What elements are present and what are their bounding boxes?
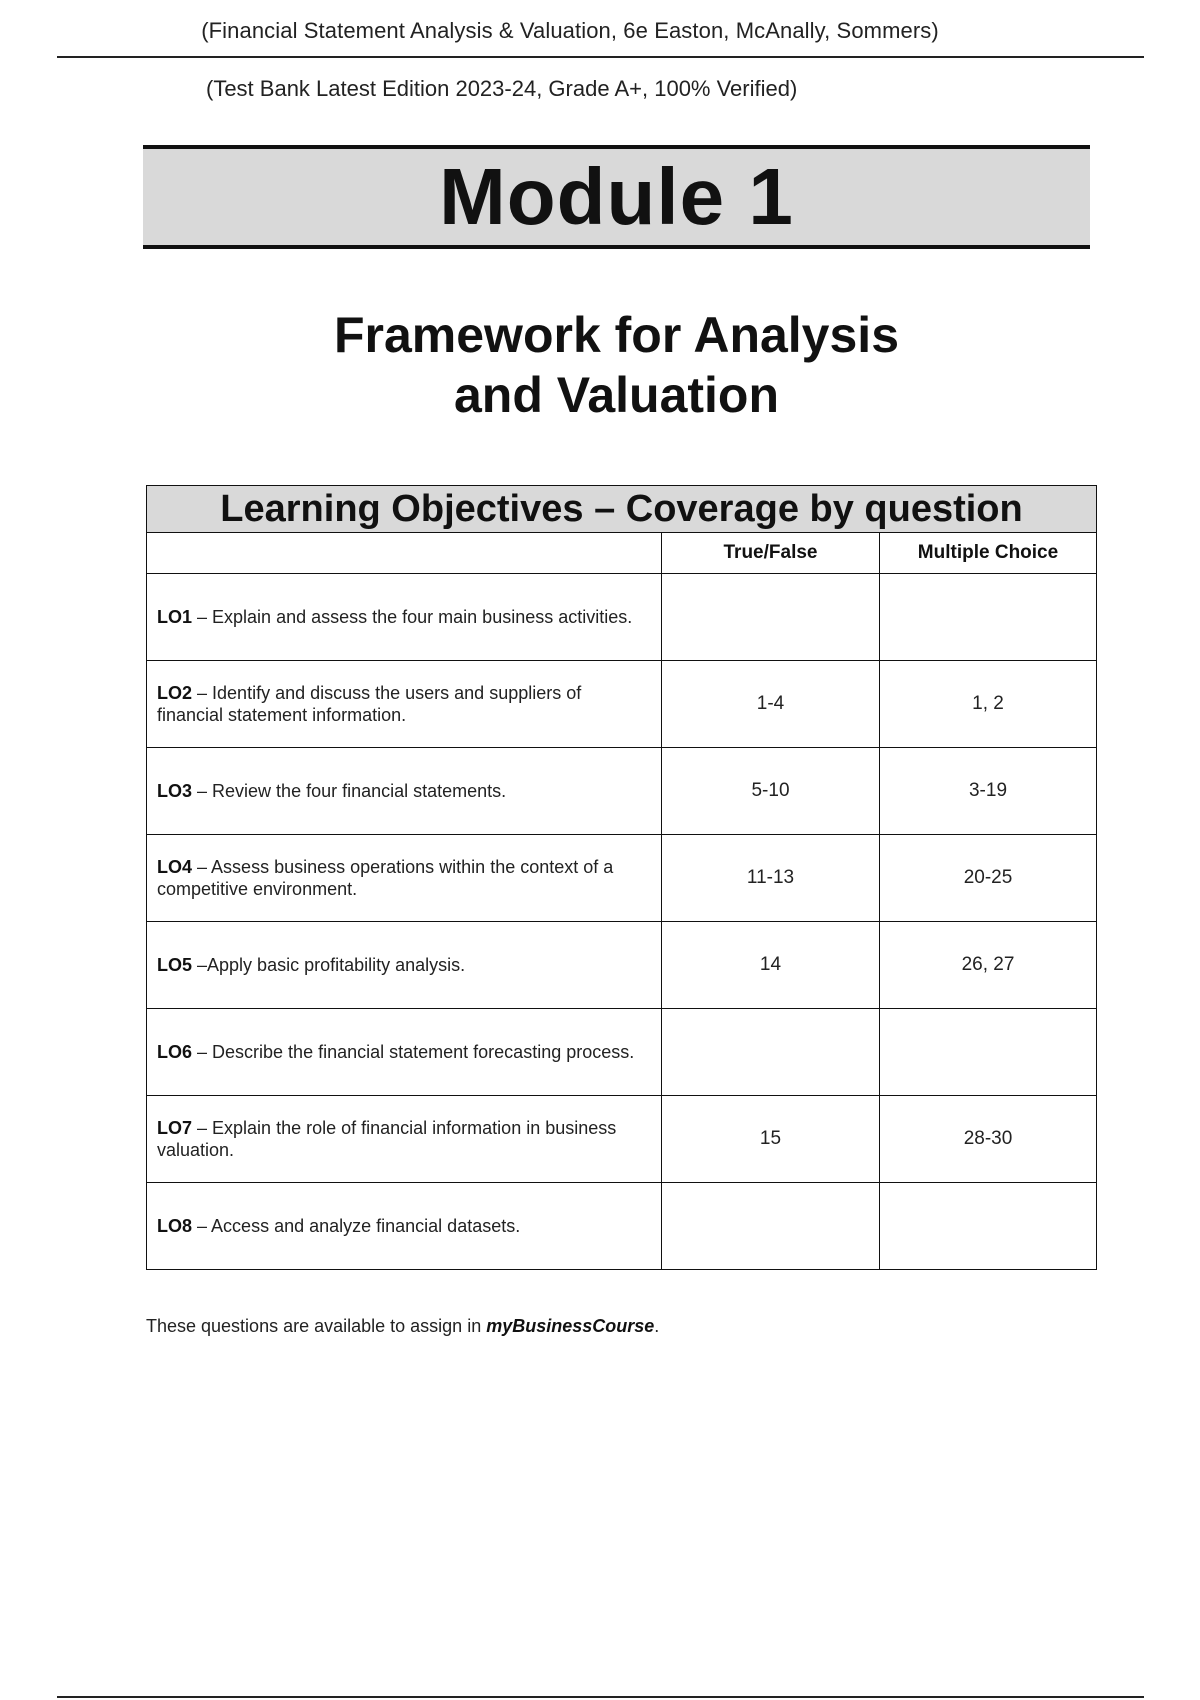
multiple-choice-questions: 26, 27 [880,922,1097,1009]
objective-description [147,835,662,922]
module-banner [143,145,1090,249]
objective-code: LO6 [157,1042,193,1062]
objective-separator: – [192,683,213,703]
module-title: Module 1 [439,152,794,241]
objective-code: LO8 [157,1216,193,1236]
objective-separator: – [192,781,213,801]
multiple-choice-questions [880,1183,1097,1270]
table-row [147,922,1097,1009]
table-row [147,1096,1097,1183]
objective-text: Explain and assess the four main business activities. [212,607,633,627]
table-row [147,661,1097,748]
objective-code: LO3 [157,781,193,801]
true-false-questions [662,1009,880,1096]
objective-description [147,661,662,748]
footnote-end: . [654,1316,660,1336]
multiple-choice-questions: 28-30 [880,1096,1097,1183]
true-false-questions: 14 [662,922,880,1009]
true-false-questions: 11-13 [662,835,880,922]
objective-text: Describe the financial statement forecasting process. [212,1042,635,1062]
footnote-product: myBusinessCourse [486,1316,655,1336]
objective-text: Assess business operations within the context of a competitive environment. [157,857,614,899]
table-row [147,835,1097,922]
document-header [0,18,1200,44]
objective-text: Identify and discuss the users and suppliers of financial statement information. [157,683,582,725]
true-false-questions [662,1183,880,1270]
table-row [147,748,1097,835]
objective-text: Apply basic profitability analysis. [207,955,466,975]
objective-description [147,922,662,1009]
objective-description [147,1183,662,1270]
true-false-questions: 5-10 [662,748,880,835]
footer-divider [57,1696,1144,1698]
chapter-title-line2: and Valuation [453,367,780,423]
multiple-choice-questions: 3-19 [880,748,1097,835]
objective-rows [147,574,1097,1270]
objective-separator: – [192,1042,213,1062]
chapter-title-line1: Framework for Analysis [333,307,899,363]
chapter-title [143,305,1090,425]
column-header-multiple-choice: Multiple Choice [880,533,1097,574]
multiple-choice-questions: 1, 2 [880,661,1097,748]
objective-code: LO7 [157,1118,193,1138]
objective-separator: – [192,1216,212,1236]
objective-separator: – [192,607,213,627]
multiple-choice-questions: 20-25 [880,835,1097,922]
column-header-true-false: True/False [662,533,880,574]
source-line: (Financial Statement Analysis & Valuation, 6e Easton, McAnally, Sommers) [201,18,939,43]
objective-description [147,748,662,835]
objective-separator: – [192,1118,213,1138]
objective-code: LO1 [157,607,193,627]
footnote-text: These questions are available to assign in [146,1316,487,1336]
true-false-questions: 1-4 [662,661,880,748]
footnote [146,1316,659,1337]
table-row [147,1009,1097,1096]
objective-text: Review the four financial statements. [212,781,507,801]
true-false-questions: 15 [662,1096,880,1183]
objective-code: LO2 [157,683,193,703]
objective-text: Access and analyze financial datasets. [211,1216,521,1236]
header-divider [57,56,1144,58]
objective-description [147,1096,662,1183]
table-caption: Learning Objectives – Coverage by question [147,486,1097,533]
objective-separator: – [192,857,212,877]
objective-text: Explain the role of financial information in business valuation. [157,1118,617,1160]
objective-code: LO5 [157,955,193,975]
multiple-choice-questions [880,574,1097,661]
true-false-questions [662,574,880,661]
objective-separator: – [192,955,208,975]
table-row [147,1183,1097,1270]
objective-code: LO4 [157,857,193,877]
learning-objectives-table [146,485,1097,1270]
objective-description [147,1009,662,1096]
edition-line: (Test Bank Latest Edition 2023-24, Grade A+, 100% Verified) [206,76,798,101]
column-header-objective [147,533,662,574]
multiple-choice-questions [880,1009,1097,1096]
objective-description [147,574,662,661]
table-row [147,574,1097,661]
